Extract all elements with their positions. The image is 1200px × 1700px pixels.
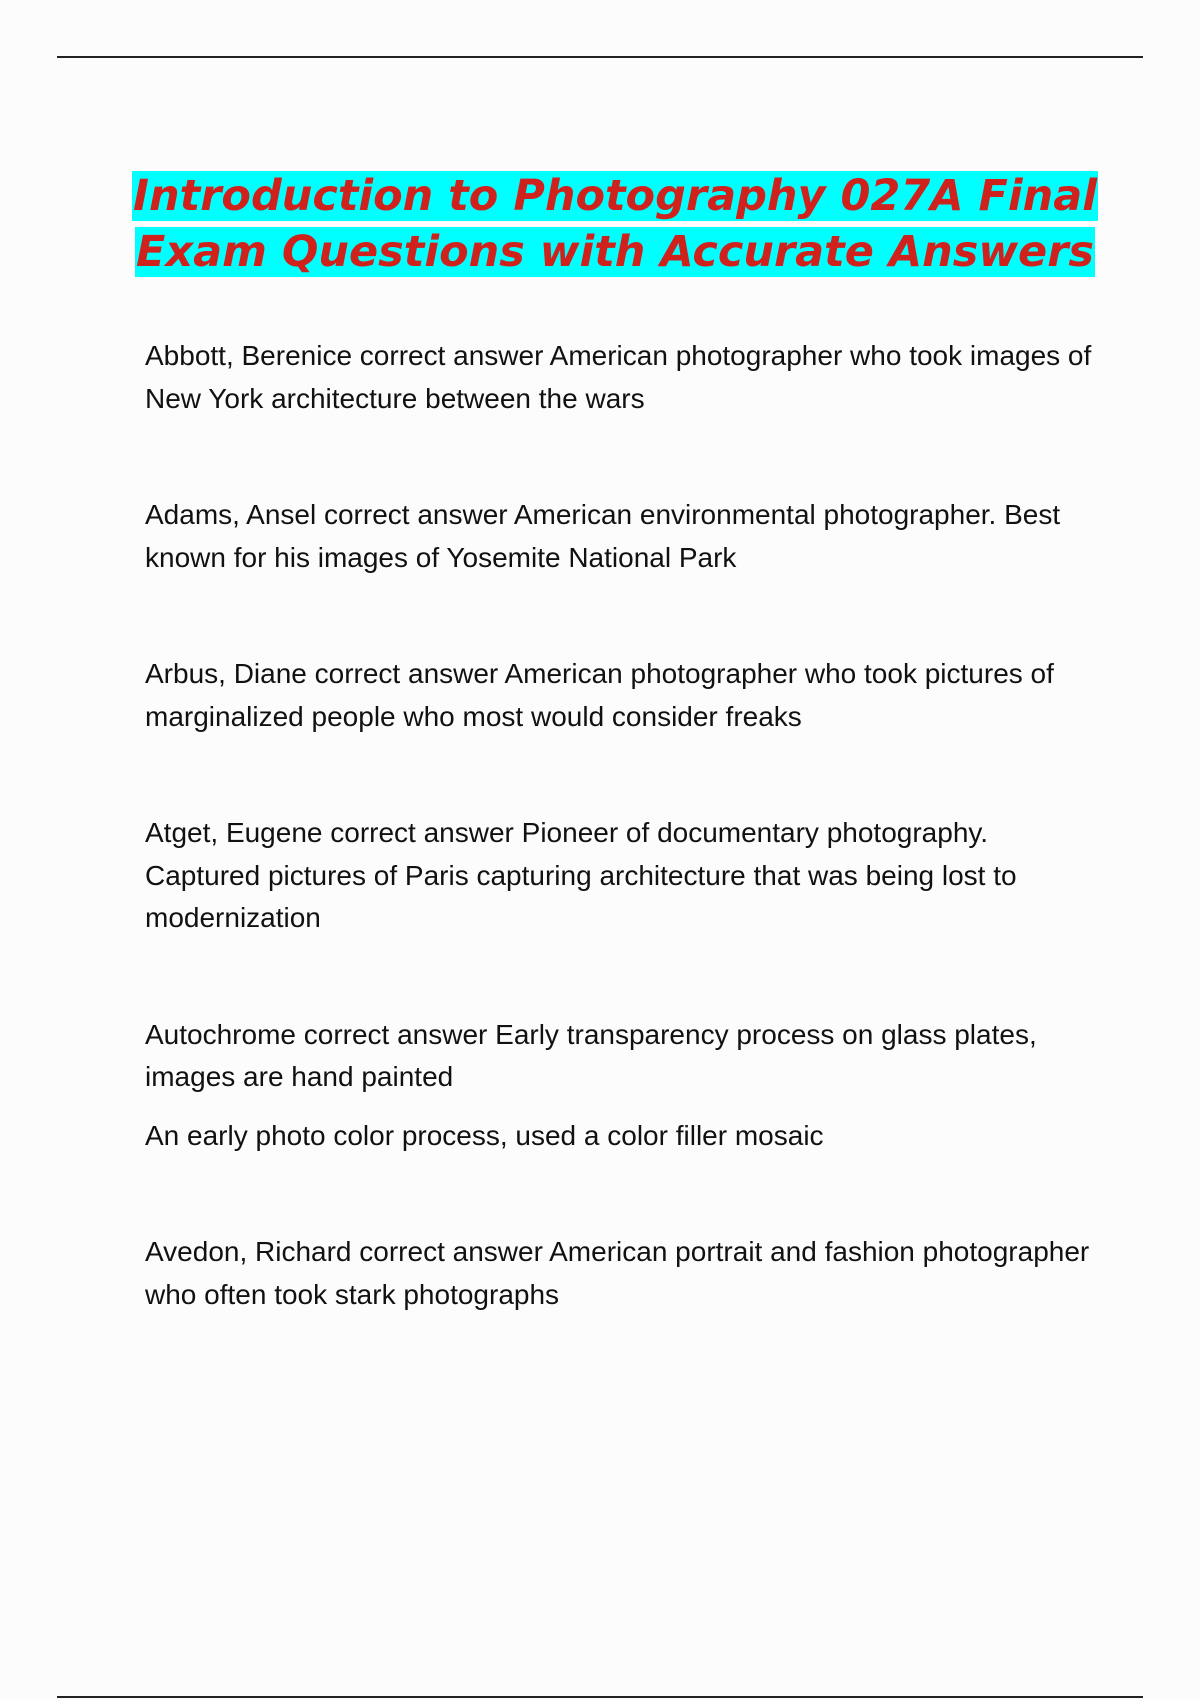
- qa-entry-text: Abbott, Berenice correct answer American photographer who took images of New York architecture between the wars: [145, 340, 1092, 414]
- qa-entry-text: Arbus, Diane correct answer American photographer who took pictures of marginalized people who most would consider freaks: [145, 658, 1054, 732]
- qa-entry-text: Adams, Ansel correct answer American environmental photographer. Best known for his images of Yosemite National Park: [145, 499, 1061, 573]
- title-highlight: Introduction to Photography 027A Final Exam Questions with Accurate Answers: [133, 171, 1097, 277]
- qa-entry-adams: [145, 494, 1095, 579]
- qa-entry-text: Avedon, Richard correct answer American portrait and fashion photographer who often took stark photographs: [145, 1236, 1090, 1310]
- bottom-rule: [57, 1696, 1143, 1698]
- qa-entry-abbott: [145, 335, 1095, 420]
- qa-entry-text: Atget, Eugene correct answer Pioneer of documentary photography. Captured pictures of Paris capturing architecture that was being lost to modernization: [145, 817, 1017, 933]
- qa-entry-atget: [145, 812, 1095, 940]
- document-title: [120, 168, 1110, 280]
- qa-entry-avedon: [145, 1231, 1095, 1316]
- qa-list: [145, 335, 1095, 1316]
- qa-entry-extra-text: An early photo color process, used a color filler mosaic: [145, 1119, 824, 1151]
- qa-entry-arbus: [145, 653, 1095, 738]
- top-rule: [57, 56, 1143, 58]
- qa-entry-text: Autochrome correct answer Early transparency process on glass plates, images are hand painted: [145, 1018, 1037, 1092]
- qa-entry-autochrome: [145, 1014, 1095, 1158]
